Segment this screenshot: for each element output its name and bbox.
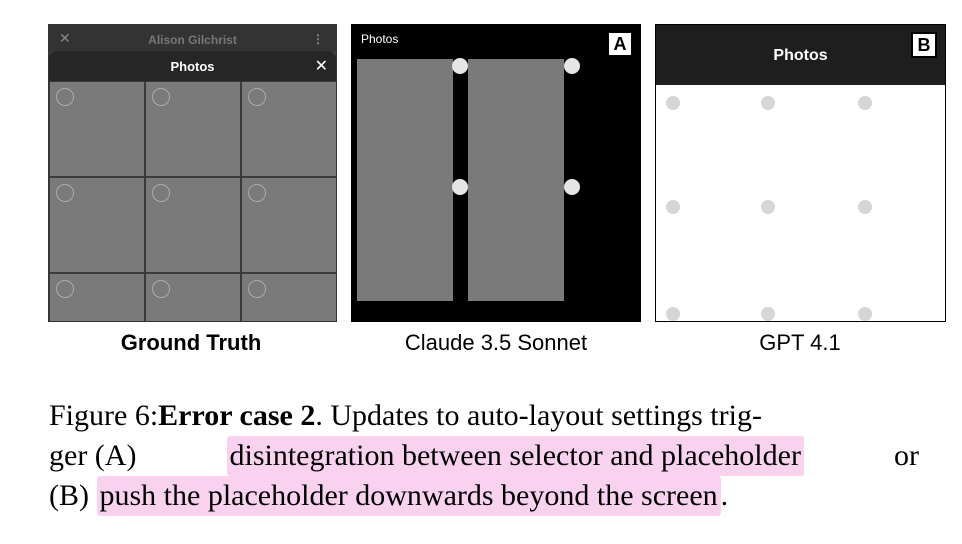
caption-text: (B) [49, 479, 89, 512]
photo-cell [49, 177, 145, 273]
selector-circle [56, 184, 74, 202]
claude-panel [351, 24, 641, 322]
photos-sheet-header [49, 51, 336, 81]
contact-header [49, 25, 336, 51]
claude-caption: Claude 3.5 Sonnet [404, 330, 588, 355]
selector-circle [666, 200, 680, 214]
caption-text: . [720, 479, 729, 512]
selector-circle [858, 96, 872, 110]
caption-line-1 [49, 396, 919, 436]
photo-cell [49, 81, 145, 177]
figure-caption [49, 396, 919, 516]
photos-title: Photos [170, 59, 215, 74]
selector-circle [248, 88, 266, 106]
photos-title: Photos [773, 47, 828, 64]
selector-circle [564, 179, 580, 195]
photo-placeholder [468, 59, 564, 301]
selector-circle [858, 200, 872, 214]
photo-placeholder [357, 59, 453, 301]
selector-circle [666, 307, 680, 321]
selector-circle [452, 58, 468, 74]
caption-text: ger (A) [49, 439, 137, 472]
selector-circle [761, 96, 775, 110]
photo-cell [49, 273, 145, 322]
selector-circle [152, 280, 170, 298]
ground-truth-panel [48, 24, 337, 322]
caption-text: . Updates to auto-layout settings trig- [315, 399, 762, 432]
selector-circle [248, 280, 266, 298]
highlight-a: disintegration between selector and placeholder [227, 436, 804, 476]
caption-line-2 [49, 436, 919, 476]
selector-circle [248, 184, 266, 202]
selector-circle [152, 184, 170, 202]
selector-circle [56, 280, 74, 298]
selector-circle [152, 88, 170, 106]
close-icon: ✕ [314, 58, 328, 75]
selector-circle [56, 88, 74, 106]
caption-text: or [893, 439, 919, 472]
figure-bold-title: Error case 2 [158, 399, 316, 432]
photo-cell [241, 273, 337, 322]
photo-cell [145, 177, 241, 273]
photos-header [656, 25, 945, 85]
photo-cell [241, 81, 337, 177]
contact-name: Alison Gilchrist [148, 33, 237, 47]
photos-title: Photos [361, 32, 399, 46]
photo-cell [145, 273, 241, 322]
caption-line-3 [49, 476, 919, 516]
selector-circle [858, 307, 872, 321]
figure-label: Figure 6: [49, 399, 159, 432]
photo-cell [241, 177, 337, 273]
photo-cell [145, 81, 241, 177]
photo-grid [49, 81, 336, 322]
close-icon: ✕ [59, 30, 71, 46]
selector-circle [761, 307, 775, 321]
selector-circle [666, 96, 680, 110]
more-options-icon: ⋮ [312, 32, 324, 46]
highlight-b: push the placeholder downwards beyond the screen [97, 476, 721, 516]
selector-circle [761, 200, 775, 214]
ground-truth-caption: Ground Truth [120, 330, 262, 355]
selector-circle [452, 179, 468, 195]
gpt-caption: GPT 4.1 [759, 330, 841, 355]
selector-circle [564, 58, 580, 74]
panel-tag: A [607, 31, 633, 57]
gpt-panel [655, 24, 946, 322]
panel-tag: B [911, 32, 937, 58]
